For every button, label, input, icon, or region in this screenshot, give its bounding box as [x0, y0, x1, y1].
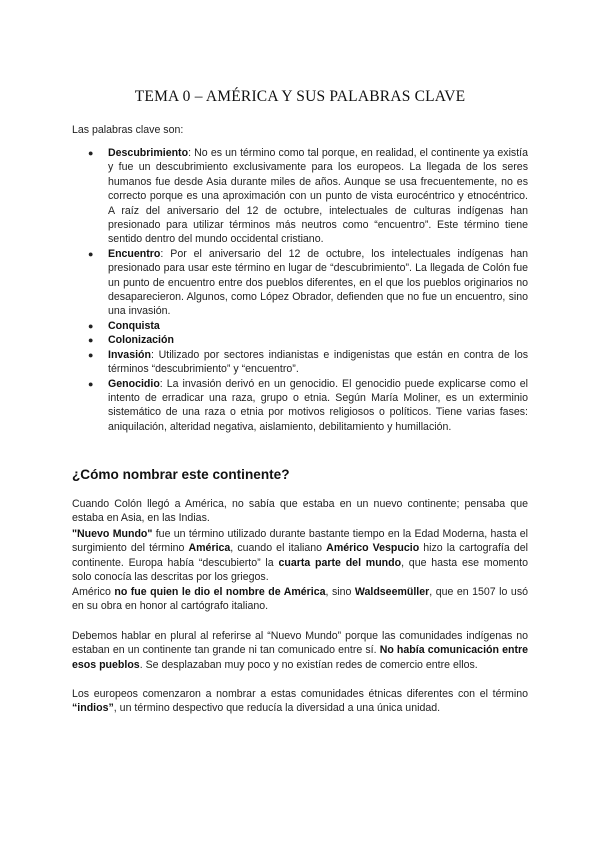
keyword-term: Genocidio	[108, 377, 160, 390]
keyword-term: Invasión	[108, 348, 151, 361]
keyword-term: Conquista	[108, 319, 160, 332]
list-item: ● Genocidio: La invasión derivó en un genocidio. El genocidio puede explicarse como el intento de erradicar una raza, grupo o etnia. Según María Moliner, es un exterminio sistemático de una raza o etnia por motivos religiosos o políticos. Tiene varias fases: aniquilación, alteridad negativa, aislamiento, debilitamiento y humillación.	[88, 377, 528, 433]
list-item: ● Invasión: Utilizado por sectores indianistas e indigenistas que están en contra de los términos “descubrimiento” y “encuentro”.	[88, 348, 529, 376]
bullet-icon: ●	[88, 335, 94, 346]
bullet-icon: ●	[88, 378, 94, 389]
list-item: ● Descubrimiento: No es un término como tal porque, en realidad, el continente ya existía y fue un descubrimiento exclusivamente para los europeos. La llegada de los seres humanos fue desde Asia durante miles de años. Aunque se usa frecuentemente, no es correcto porque es una aproximación con un punto de vista eurocéntrico y etnocéntrico. A raíz del aniversario del 12 de octubre, intelectuales de culturas indígenas han presionado para utilizar términos más neutros como “encuentro”. Este término tiene sentido dentro del mundo occidental cristiano.	[88, 147, 529, 246]
keyword-definition: Utilizado por sectores indianistas e indigenistas que están en contra de los términos “descubrimiento” y “encuentro”.	[108, 348, 529, 376]
bullet-icon: ●	[88, 320, 94, 331]
bullet-icon: ●	[88, 248, 94, 259]
list-item	[82, 319, 528, 333]
section-heading: ¿Cómo nombrar este continente?	[72, 467, 290, 482]
keyword-term: Descubrimiento	[108, 147, 189, 159]
list-item	[82, 333, 528, 347]
keyword-definition: Por el aniversario del 12 de octubre, los intelectuales indígenas han presionado para usar este término en lugar de “descubrimiento”. La llegada de Colón fue un punto de encuentro entre dos pueblos diferentes, en el que los pueblos originarios no desaparecieron. Algunos, como López Obrador, defienden que no fue un encuentro, sino una invasión.	[108, 247, 529, 318]
bullet-icon: ●	[88, 349, 94, 360]
keyword-definition: No es un término como tal porque, en realidad, el continente ya existía y fue un descubrimiento exclusivamente para los europeos. La llegada de los seres humanos fue desde Asia durante miles de años. Aunque se usa frecuentemente, no es correcto porque es una aproximación con un punto de vista eurocéntrico y etnocéntrico. A raíz del aniversario del 12 de octubre, intelectuales de culturas indígenas han presionado para utilizar términos más neutros como “encuentro”. Este término tiene sentido dentro del mundo occidental cristiano.	[108, 147, 529, 246]
bullet-icon: ●	[88, 148, 94, 158]
list-item: ● Encuentro: Por el aniversario del 12 de octubre, los intelectuales indígenas han presionado para usar este término en lugar de “descubrimiento”. La llegada de Colón fue un punto de encuentro entre dos pueblos diferentes, en el que los pueblos originarios no desaparecieron. Algunos, como López Obrador, defienden que no fue un encuentro, sino una invasión.	[88, 247, 529, 318]
page-title: TEMA 0 – AMÉRICA Y SUS PALABRAS CLAVE	[134, 88, 466, 105]
paragraph-indios: Los europeos comenzaron a nombrar a estas comunidades étnicas diferentes con el término “indios”, un término despectivo que reducía la diversidad a una única unidad.	[72, 688, 528, 715]
keyword-definition: La invasión derivó en un genocidio. El genocidio puede explicarse como el intento de erradicar una raza, grupo o etnia. Según María Moliner, es un exterminio sistemático de una raza o etnia por motivos religiosos o políticos. Tiene varias fases: aniquilación, alteridad negativa, aislamiento, debilitamiento y humillación.	[108, 377, 528, 433]
paragraph-waldseemuller: Américo no fue quien le dio el nombre de América, sino Waldseemüller, que en 1507 lo usó en su obra en honor al cartógrafo italiano.	[72, 586, 529, 613]
keyword-term: Encuentro	[108, 247, 161, 260]
intro-text: Las palabras clave son:	[72, 124, 184, 136]
paragraph-nuevo-mundo: "Nuevo Mundo" fue un término utilizado durante bastante tiempo en la Edad Moderna, hasta el surgimiento del término América, cuando el italiano Américo Vespucio hizo la cartografía del continente. Europa había “descubierto” la cuarta parte del mundo, que hasta ese momento solo conocía las descritas por los griegos.	[72, 528, 528, 584]
paragraph-plural: Debemos hablar en plural al referirse al “Nuevo Mundo” porque las comunidades indígenas no estaban en un continente tan grande ni tan comunicado entre sí. No había comunicación entre esos pueblos. Se desplazaban muy poco y no existían redes de comercio entre ellos.	[72, 630, 528, 671]
keyword-list	[82, 146, 528, 434]
paragraph-colon: Cuando Colón llegó a América, no sabía que estaba en un nuevo continente; pensaba que estaba en Asia, en las Indias.	[72, 498, 528, 525]
keyword-term: Colonización	[108, 334, 174, 347]
